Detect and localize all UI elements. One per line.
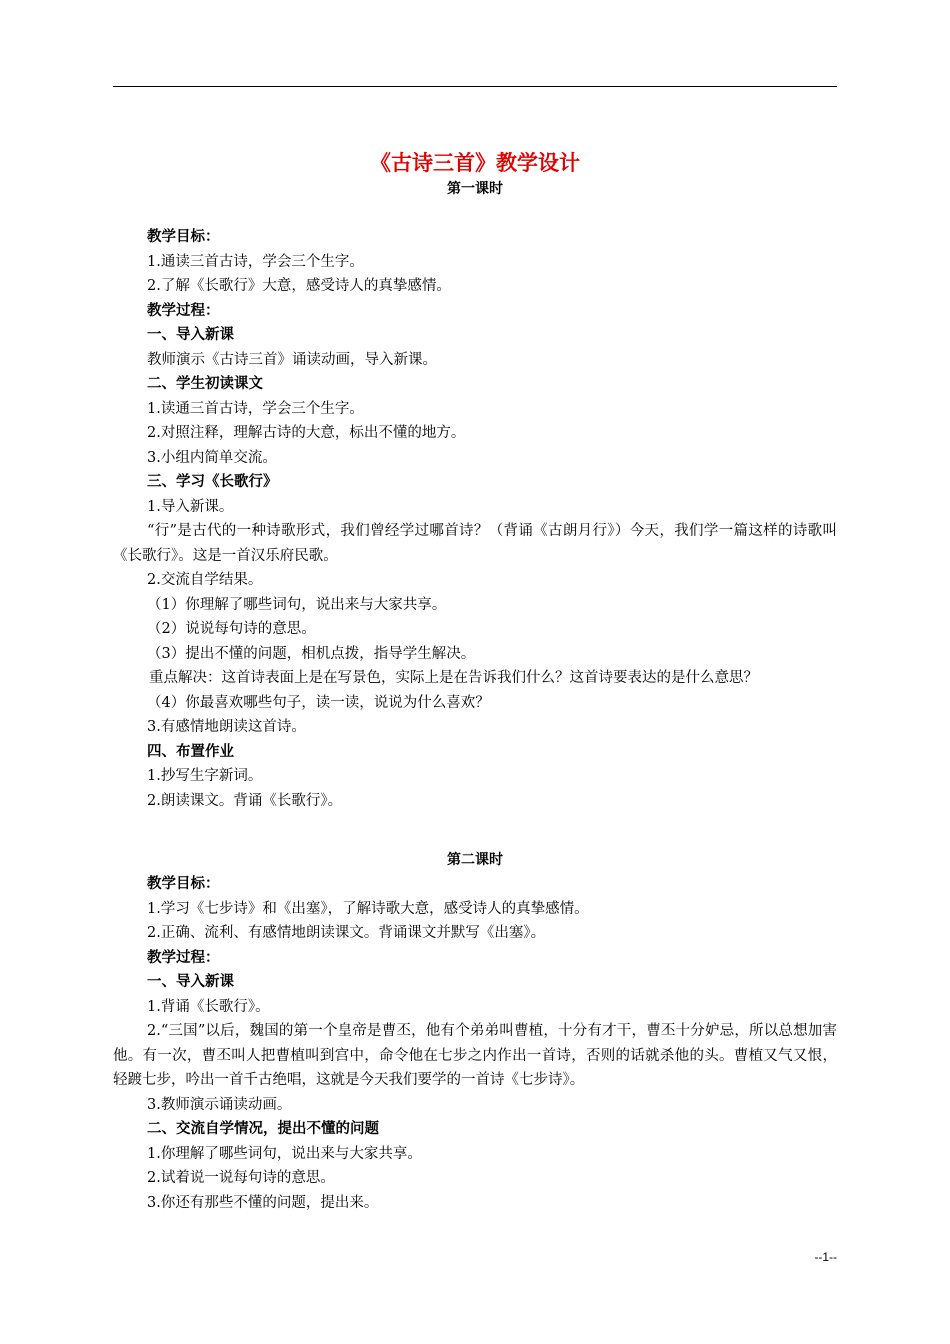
text-line: 1.抄写生字新词。 [147,768,263,784]
section-heading: 三、学习《长歌行》 [147,474,278,490]
section-heading: 教学过程： [147,949,220,966]
text-line: 2.交流自学结果。 [147,572,263,588]
text-line: 2.对照注释，理解古诗的大意，标出不懂的地方。 [147,425,466,441]
text-line: 1.读通三首古诗，学会三个生字。 [147,400,364,417]
text-line: 3.有感情地朗读这首诗。 [147,719,306,735]
text-line: 重点解决：这首诗表面上是在写景色，实际上是在告诉我们什么？这首诗要表达的是什么意思？ [149,670,758,686]
section-heading: 二、交流自学情况，提出不懂的问题 [147,1121,379,1137]
lesson2-body [113,872,837,1215]
text-line: （2）说说每句诗的意思。 [147,621,316,637]
text-line: 3.小组内简单交流。 [147,449,277,466]
section-heading: 教学目标： [147,229,220,245]
text-line: 1.导入新课。 [147,498,234,515]
text-line: 2.试着说一说每句诗的意思。 [147,1170,335,1186]
text-line: 教师演示《古诗三首》诵读动画，导入新课。 [147,351,437,368]
text-line: 1.通读三首古诗，学会三个生字。 [147,253,364,270]
document-title: 《古诗三首》教学设计 [370,151,580,175]
header-rule [113,86,837,87]
section-heading: 四、布置作业 [147,743,234,760]
paragraph: 2.“三国”以后，魏国的第一个皇帝是曹丕，他有个弟弟叫曹植，十分有才干，曹丕十分妒忌，所以总想加害他。有一次，曹丕叫人把曹植叫到宫中，命令他在七步之内作出一首诗，否则的话就杀他的头。曹植又气又恨，轻踱七步，吟出一首千古绝唱，这就是今天我们要学的一首诗《七步诗》。 [113,1023,837,1088]
text-line: 2.了解《长歌行》大意，感受诗人的真挚感情。 [147,278,451,294]
text-line: 1.学习《七步诗》和《出塞》，了解诗歌大意，感受诗人的真挚感情。 [147,900,589,917]
text-line: （1）你理解了哪些词句，说出来与大家共享。 [147,596,447,613]
lesson2-heading: 第二课时 [447,852,503,868]
text-line: 2.朗读课文。背诵《长歌行》。 [147,792,343,809]
text-line: （4）你最喜欢哪些句子，读一读，说说为什么喜欢？ [147,694,490,711]
lesson1-body [113,225,837,813]
section-heading: 教学过程： [147,302,220,319]
section-heading: 二、学生初读课文 [147,376,263,392]
paragraph: “行”是古代的一种诗歌形式，我们曾经学过哪首诗？（背诵《古朗月行》）今天，我们学一篇这样的诗歌叫《长歌行》。这是一首汉乐府民歌。 [113,523,837,564]
page-number: --1-- [814,1250,837,1264]
text-line: 3.教师演示诵读动画。 [147,1096,292,1113]
text-line: 1.你理解了哪些词句，说出来与大家共享。 [147,1145,422,1162]
section-heading: 一、导入新课 [147,327,234,343]
text-line: 3.你还有那些不懂的问题，提出来。 [147,1194,379,1211]
section-heading: 一、导入新课 [147,974,234,990]
text-line: 1.背诵《长歌行》。 [147,998,270,1015]
text-line: 2.正确、流利、有感情地朗读课文。背诵课文并默写《出塞》。 [147,925,546,941]
text-line: （3）提出不懂的问题，相机点拨，指导学生解决。 [147,645,476,662]
section-heading: 教学目标： [147,876,220,892]
lesson1-heading: 第一课时 [447,181,503,197]
